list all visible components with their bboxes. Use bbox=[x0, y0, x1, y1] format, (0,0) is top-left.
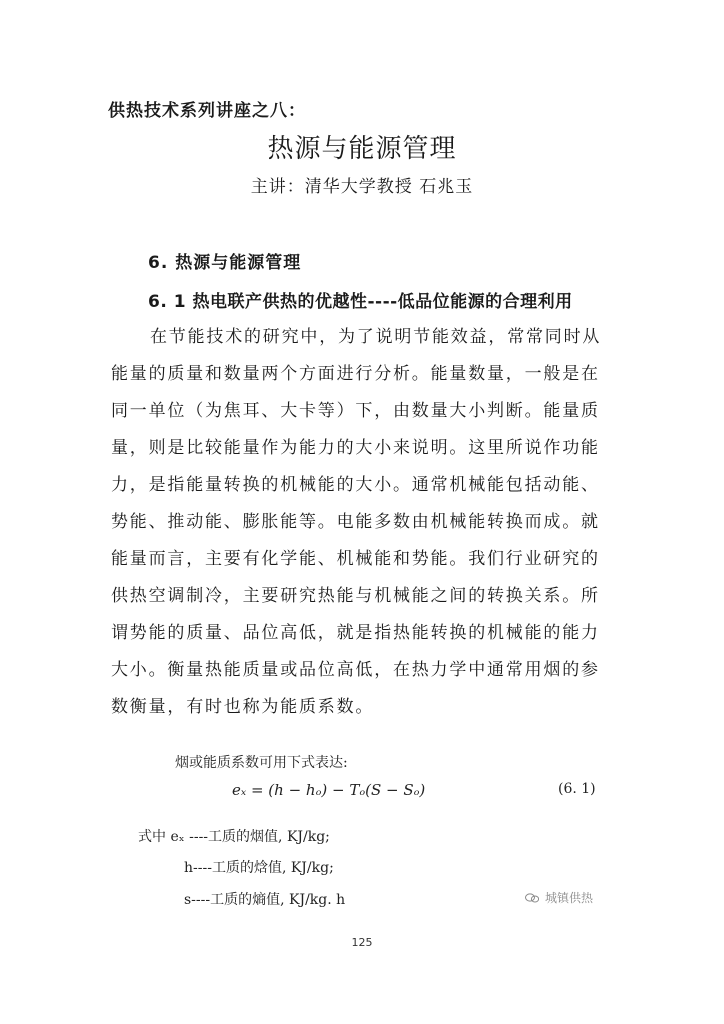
watermark-text: 城镇供热 bbox=[545, 891, 594, 905]
paragraph-line: 能量的质量和数量两个方面进行分析。能量数量，一般是在 bbox=[111, 364, 600, 384]
paragraph-line: 力，是指能量转换的机械能的大小。通常机械能包括动能、 bbox=[111, 475, 600, 495]
formula-equation: eₓ = (h − hₒ) − Tₒ(S − Sₒ) bbox=[232, 781, 426, 799]
watermark bbox=[525, 889, 593, 906]
series-label: 供热技术系列讲座之八： bbox=[108, 101, 306, 121]
page-number: 125 bbox=[351, 936, 373, 949]
formula-definition: s----工质的熵值, KJ/kg. h bbox=[184, 892, 346, 908]
paragraph-line: 谓势能的质量、品位高低，就是指热能转换的机械能的能力 bbox=[111, 623, 600, 643]
lecturer-line: 主讲：清华大学教授 石兆玉 bbox=[250, 177, 474, 197]
formula-definition: 式中 eₓ ----工质的烟值, KJ/kg; bbox=[138, 829, 330, 845]
formula-definition: h----工质的焓值, KJ/kg; bbox=[184, 860, 334, 876]
paragraph-line: 在节能技术的研究中，为了说明节能效益，常常同时从 bbox=[150, 327, 602, 347]
paragraph-line: 量，则是比较能量作为能力的大小来说明。这里所说作功能 bbox=[111, 438, 600, 458]
paragraph-line: 大小。衡量热能质量或品位高低，在热力学中通常用烟的参 bbox=[111, 660, 600, 680]
paragraph-line: 能量而言，主要有化学能、机械能和势能。我们行业研究的 bbox=[111, 549, 600, 569]
paragraph-line: 势能、推动能、膨胀能等。电能多数由机械能转换而成。就 bbox=[111, 512, 600, 532]
paragraph-line: 同一单位（为焦耳、大卡等）下，由数量大小判断。能量质 bbox=[111, 401, 600, 421]
section-heading: 6. 热源与能源管理 bbox=[148, 253, 302, 273]
paragraph-line: 数衡量，有时也称为能质系数。 bbox=[111, 697, 375, 717]
page-title: 热源与能源管理 bbox=[267, 134, 457, 164]
formula-intro: 烟或能质系数可用下式表达: bbox=[175, 755, 348, 771]
paragraph-line: 供热空调制冷，主要研究热能与机械能之间的转换关系。所 bbox=[111, 586, 600, 606]
formula-number: (6. 1) bbox=[558, 781, 596, 797]
chat-bubbles-icon bbox=[525, 893, 539, 903]
subsection-heading: 6. 1 热电联产供热的优越性----低品位能源的合理利用 bbox=[148, 292, 573, 312]
